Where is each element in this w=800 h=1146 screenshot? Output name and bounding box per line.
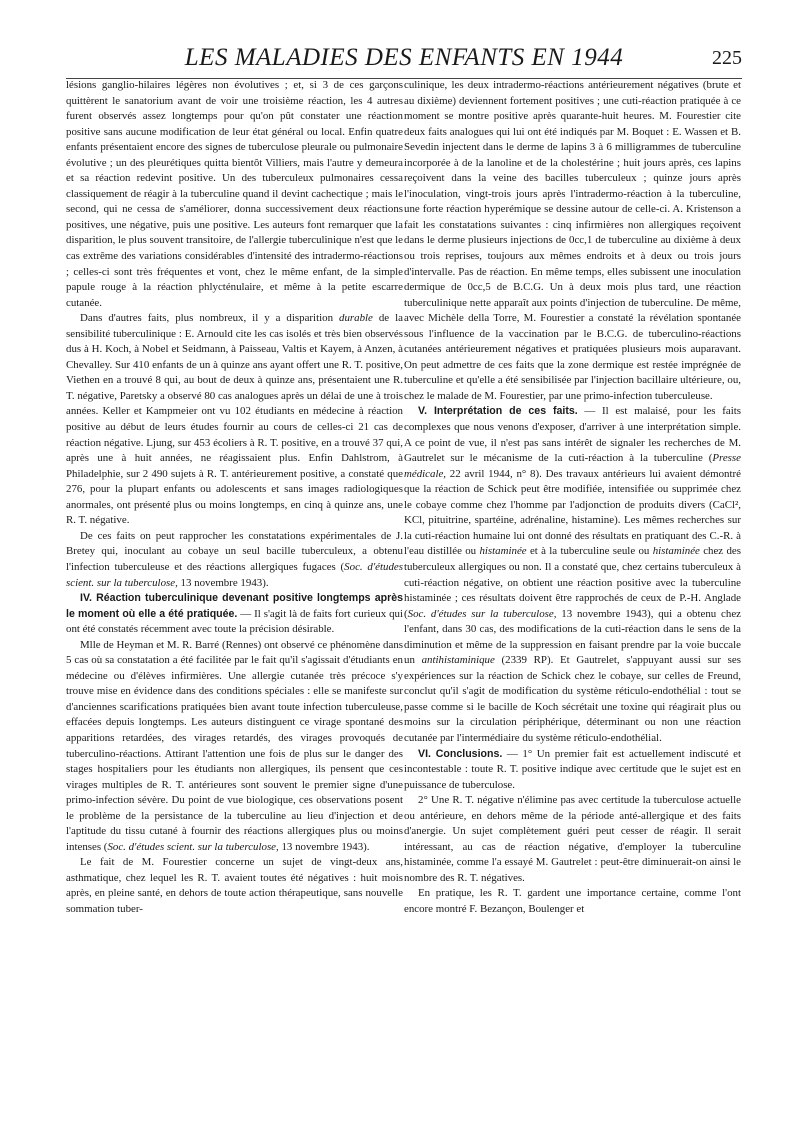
emphasis: durable <box>339 312 373 325</box>
paragraph: 2° Une R. T. négative n'élimine pas avec certitude la tuberculose actuelle ou antérieure, en dehors même de la période anté-allergique et des faits d'anergie. Un sujet complètement guéri peut cesser de réagir. Il serait intéressant, au cas de réaction négative, d'employer la tuberculine histaminée, comme l'a essayé M. Gautrelet : peut-être diminuerait-on ainsi le nombre des R. T. négatives. <box>404 794 741 884</box>
paragraph: En pratique, les R. T. gardent une importance certaine, comme l'ont encore montré F. Bezançon, Boulenger et <box>404 887 741 915</box>
paragraph: Le fait de M. Fourestier concerne un sujet de vingt-deux ans, asthmatique, chez lequel les R. T. avaient toutes été négatives : huit mois après, en pleine santé, en dehors de toute action thérapeutique, sans nouvelle sommation tuber- <box>66 856 403 915</box>
citation: Soc. d'études scient. sur la tuberculose, <box>66 560 403 589</box>
right-column <box>404 78 741 918</box>
paragraph: culinique, les deux intradermo-réactions antérieurement négatives (brute et au dixième) deviennent fortement positives ; une cuti-réaction pratiquée à ce moment se montre positive après quarante-huit heures. M. Fourestier cite deux faits analogues qui lui ont été indiqués par M. Boquet : E. Wassen et B. Sevedin injectent dans le derme de lapins 3 à 6 milligrammes de tuberculine incorporée à de la lanoline et de la cholestérine ; huit jours après, ces lapins reçoivent dans la veine des bacilles tuberculeux ; quinze jours après l'inoculation, vingt-trois jours après l'intradermo-réaction à la tuberculine, une forte réaction hyperémique se dessine autour de celle-ci. A. Kristenson a fait les constatations suivantes : cinq infirmières non allergiques reçoivent dans le derme plusieurs injections de 0cc,1 de tuberculine au dixième à deux ou trois reprises, toujours aux mêmes endroits et à deux ou trois jours d'intervalle. Pas de réaction. En même temps, elles subissent une inoculation dermique de 0cc,5 de B.C.G. Un à deux mois plus tard, une réaction tuberculinique nette apparaît aux points d'injection de tuberculine. De même, avec Michèle della Torre, M. Fourestier a constaté la révélation spontanée sous l'influence de la vaccination par le B.C.G. de tuberculino-réactions cutanées antérieurement négatives et pratiquées plusieurs mois auparavant. On peut admettre de ces faits que la zone dermique est restée imprégnée de tuberculine et qu'elle a été sensibilisée par l'injection bacillaire ultérieure, ou, chez le malade de M. Fourestier, par une primo-infection tuberculeuse. <box>404 79 741 402</box>
section-heading: V. Interprétation de ces faits. <box>418 405 578 418</box>
running-title: LES MALADIES DES ENFANTS EN 1944 <box>184 44 624 71</box>
emphasis: histaminée <box>479 545 527 558</box>
left-column <box>66 78 403 918</box>
page-number: 225 <box>712 47 742 69</box>
paragraph: lésions ganglio-hilaires légères non évolutives ; et, si 3 de ces garçons quittèrent le sanatorium avant de voir une troisième réaction, les 4 autres furent observés assez longtemps pour qu'on pût constater une réaction positive sans aucune modification de leur état général ou local. Enfin quatre enfants présentaient encore des signes de tuberculose pleurale ou pulmonaire évolutive ; un des pleurétiques quitta bientôt Villiers, mais l'autre y demeura et sa réaction redevint positive. Un des tuberculeux pulmonaires cessa classiquement de réagir à la tuberculine quand il devint cachectique ; mais le second, qui ne cessa de s'améliorer, donna successivement deux réactions positives, une négative, puis une positive. Les auteurs font remarquer que la disparition, le plus souvent transitoire, de l'allergie tuberculinique n'est que le cas extrême des variations considérables d'intensité des intradermo-réactions ; celles-ci sont très fréquentes et vont, chez le même enfant, de la simple papule rouge à la réaction phlycténulaire, et même à la petite escarre cutanée. <box>66 79 404 309</box>
citation: Soc. d'études sur la tuberculose, <box>407 607 557 620</box>
section-vi: VI. Conclusions. — 1° Un premier fait est actuellement indiscuté et incontestable : toute R. T. positive indique avec certitude que le sujet est en puissance de tuberculose. <box>404 747 741 791</box>
citation: Presse médicale, <box>404 452 741 480</box>
section-v: V. Interprétation de ces faits. — Il est malaisé, pour les faits complexes que nous venons d'exposer, d'arriver à une interprétation simple. A ce point de vue, il n'est pas sans intérêt de signaler les recherches de M. Gautrelet sur le mécanisme de la cuti-réaction à la tuberculine (Presse médicale, 22 avril 1944, n° 8). Des travaux antérieurs lui avaient démontré que la réaction de Schick peut être modifiée, intensifiée ou supprimée chez le cobaye comme chez l'homme par l'adjonction de produits divers (CaCl², KCl, pituitrine, spartéine, adrénaline, histamine). Les mêmes recherches sur la cuti-réaction humaine lui ont donné des résultats en pratiquant des C.-R. à l'eau distillée ou histaminée et à la tuberculine seule ou histaminée chez des tuberculeux allergiques ou non. Il a constaté que, chez certains tuberculeux à cuti-réaction négative, on obtient une réaction positive avec la tuberculine histaminée ; ces résultats doivent être rapprochés de ceux de P.-H. Anglade (Soc. d'études sur la tuberculose, 13 novembre 1943), qui a obtenu chez l'enfant, dans 30 cas, des modifications de la cuti-réaction dans le sens de la diminution et même de la suppression en faisant prendre par la voie buccale un antihistaminique (2339 RP). Et Gautrelet, s'appuyant aussi sur ses expériences sur la réaction de Schick chez le cobaye, sur celles de Freund, conclut qu'il s'agit de modification du système réticulo-endothélial : tout se passe comme si le bacille de Koch sécrétait une toxine qui réagirait plus ou moins sur la circulation périphérique, déterminant ou non une réaction cutanée par l'intermédiaire du système réticulo-endothélial. <box>404 405 741 744</box>
emphasis: antihistaminique <box>421 654 495 667</box>
section-iv: IV. Réaction tuberculinique devenant positive longtemps après le moment où elle a été pratiquée. — Il s'agit là de faits fort curieux qui ont été constatés récemment avec toute la précision désirable. <box>66 592 403 636</box>
paragraph: Dans d'autres faits, plus nombreux, il y a disparition durable de la sensibilité tuberculinique : E. Arnould cite les cas isolés et très bien observés dus à H. Koch, à Nobel et Seidmann, à Paisseau, Valtis et Kayem, à Anzen, à Chevalley. Sur 410 enfants de un à quinze ans ayant offert une R. T. positive, Viethen en a trouvé 8 qui, au bout de deux à quinze ans, présentaient une R. T. négative, Paretsky a observé 80 cas analogues après un délai de une à trois années. Keller et Kampmeier ont vu 102 étudiants en médecine à réaction positive au début de leurs études fournir au cours de celles-ci 21 cas de réaction négative. Ljung, sur 453 écoliers à R. T. positive, en a trouvé 37 qui, après une à huit années, ne réagissaient plus. Enfin Dahlstrom, à Philadelphie, sur 2 490 sujets à R. T. antérieurement positive, a constaté que 276, pour la plupart enfants ou adolescents et sans images radiologiques anormales, ont présenté plus ou moins longtemps, en cinq à quinze ans, une R. T. négative. <box>66 312 403 527</box>
section-heading: IV. Réaction tuberculinique devenant positive longtemps après le moment où elle a été pratiquée. <box>66 592 403 620</box>
emphasis: histaminée <box>652 545 700 558</box>
paragraph: De ces faits on peut rapprocher les constatations expérimentales de J. Bretey qui, inoculant au cobaye un seul bacille tuberculeux, a obtenu l'infection tuberculeuse et des réactions allergiques fugaces (Soc. d'études scient. sur la tuberculose, 13 novembre 1943). <box>66 529 403 589</box>
paragraph: Mlle de Heyman et M. R. Barré (Rennes) ont observé ce phénomène dans 5 cas où sa constatation a été facilitée par le fait qu'il s'agissait d'étudiants en médecine ou d'élèves infirmières. Une allergie cutanée très précoce s'y trouve mise en évidence dans des conditions spéciales : elle se manifeste sur d'anciennes scarifications pratiquées bien avant toute infection tuberculeuse, effacées depuis longtemps. Les auteurs distinguent ce virage spontané des apparitions retardées, des virages retardés, des virages provoqués de tuberculino-réactions. Attirant l'attention une fois de plus sur le danger des stages hospitaliers pour les étudiants non allergiques, ils pensent que ces virages multiples de R. T. antérieures sont souvent le premier signe d'une primo-infection sévère. Du point de vue biologique, ces observations posent le problème de la persistance de la tuberculine au lieu d'injection et de l'aptitude du tissu cutané à fournir des réactions allergiques plus ou moins intenses (Soc. d'études scient. sur la tuberculose, 13 novembre 1943). <box>66 638 403 853</box>
citation: Soc. d'études scient. sur la tuberculose, <box>107 840 279 853</box>
section-heading: VI. Conclusions. <box>418 747 503 760</box>
running-header <box>66 44 742 79</box>
